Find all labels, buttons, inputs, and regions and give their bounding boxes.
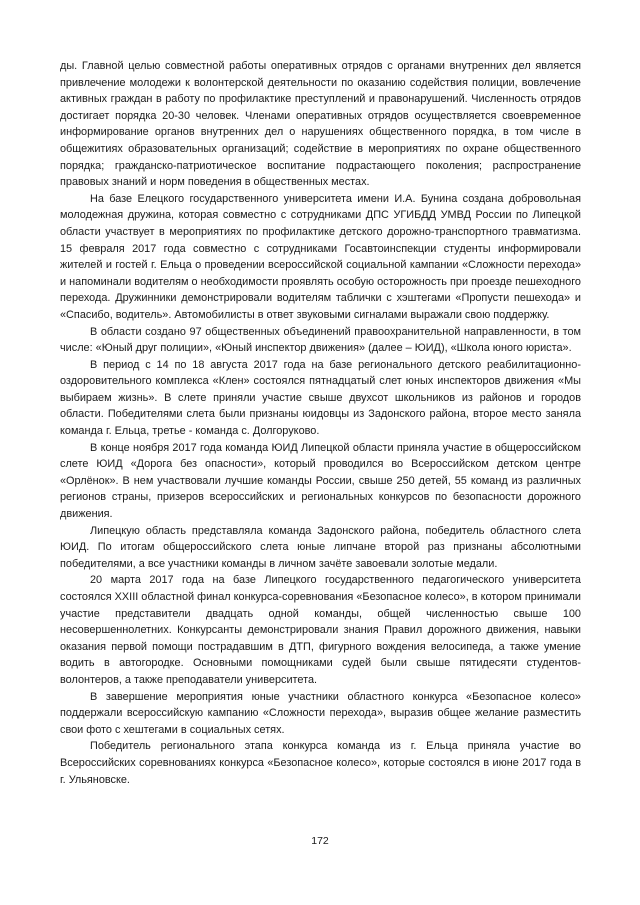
- paragraph-7: 20 марта 2017 года на базе Липецкого государственного педагогического университета состоялся XXIII областной финал конкурса-соревнования «Безопасное колесо», в котором принимали участие представители двадцать одной команды, общей численностью свыше 100 несовершеннолетних. Конкурсанты демонстрировали знания Правил дорожного движения, навыки оказания первой помощи пострадавшим в ДТП, фигурного вождения велосипеда, а также умение водить в автогородке. Основными помощниками судей были свыше пятидесяти студентов-волонтеров, а также преподаватели университета.: [60, 574, 581, 686]
- paragraph-6: Липецкую область представляла команда Задонского района, победитель областного слета ЮИД. По итогам общероссийского слета юные липчане второй раз признаны абсолютными победителями, а все участники команды в личном зачёте завоевали золотые медали.: [60, 524, 581, 570]
- paragraph-3: В области создано 97 общественных объединений правоохранительной направленности, в том числе: «Юный друг полиции», «Юный инспектор движения» (далее – ЮИД), «Школа юного юриста».: [60, 325, 581, 355]
- paragraph-5: В конце ноября 2017 года команда ЮИД Липецкой области приняла участие в общероссийском слете ЮИД «Дорога без опасности», который проводился во Всероссийском детском центре «Орлёнок». В нем участвовали лучшие команды России, свыше 250 детей, 55 команд из различных регионов страны, призеров всероссийских и региональных конкурсов по безопасности дорожного движения.: [60, 441, 581, 521]
- paragraph-9: Победитель регионального этапа конкурса команда из г. Ельца приняла участие во Всероссийских соревнованиях конкурса «Безопасное колесо», которые состоялся в июне 2017 года в г. Ульяновске.: [60, 740, 581, 786]
- paragraph-2: На базе Елецкого государственного университета имени И.А. Бунина создана добровольная молодежная дружина, которая совместно с сотрудниками ДПС УГИБДД УМВД России по Липецкой области участвует в мероприятиях по профилактике детского дорожно-транспортного травматизма. 15 февраля 2017 года совместно с сотрудниками Госавтоинспекции студенты информировали жителей и гостей г. Ельца о проведении всероссийской социальной кампании «Сложности перехода» и напоминали водителям о необходимости проявлять особую осторожность при проезде пешеходного перехода. Дружинники демонстрировали водителям таблички с хэштегами «Пропусти пешехода» и «Спасибо, водитель». Автомобилисты в ответ звуковыми сигналами выражали свою поддержку.: [60, 192, 581, 321]
- page-number: 172: [311, 835, 329, 847]
- paragraph-4: В период с 14 по 18 августа 2017 года на базе регионального детского реабилитационно-оздоровительного комплекса «Клен» состоялся пятнадцатый слет юных инспекторов движения «Мы выбираем жизнь». В слете приняли участие свыше двухсот школьников из районов и городов области. Победителями слета были признаны юидовцы из Задонского района, второе место заняла команда г. Ельца, третье - команда с. Долгоруково.: [60, 358, 581, 438]
- paragraph-1: ды. Главной целью совместной работы оперативных отрядов с органами внутренних дел является привлечение молодежи к волонтерской деятельности по оказанию содействия полиции, вовлечение активных граждан в работу по профилактике преступлений и правонарушений. Численность отрядов достигает порядка 20-30 человек. Членами оперативных отрядов осуществляется своевременное информирование органов внутренних дел о нарушениях общественного порядка, в том числе в общежитиях образовательных организаций; содействие в мероприятиях по охране общественного порядка; гражданско-патриотическое воспитание подрастающего поколения; распространение правовых знаний и норм поведения в общественных местах.: [60, 60, 581, 189]
- paragraph-8: В завершение мероприятия юные участники областного конкурса «Безопасное колесо» поддержали всероссийскую кампанию «Сложности перехода», выразив общее желание разместить свои фото с хештегами в социальных сетях.: [60, 690, 581, 736]
- document-body: [60, 58, 581, 788]
